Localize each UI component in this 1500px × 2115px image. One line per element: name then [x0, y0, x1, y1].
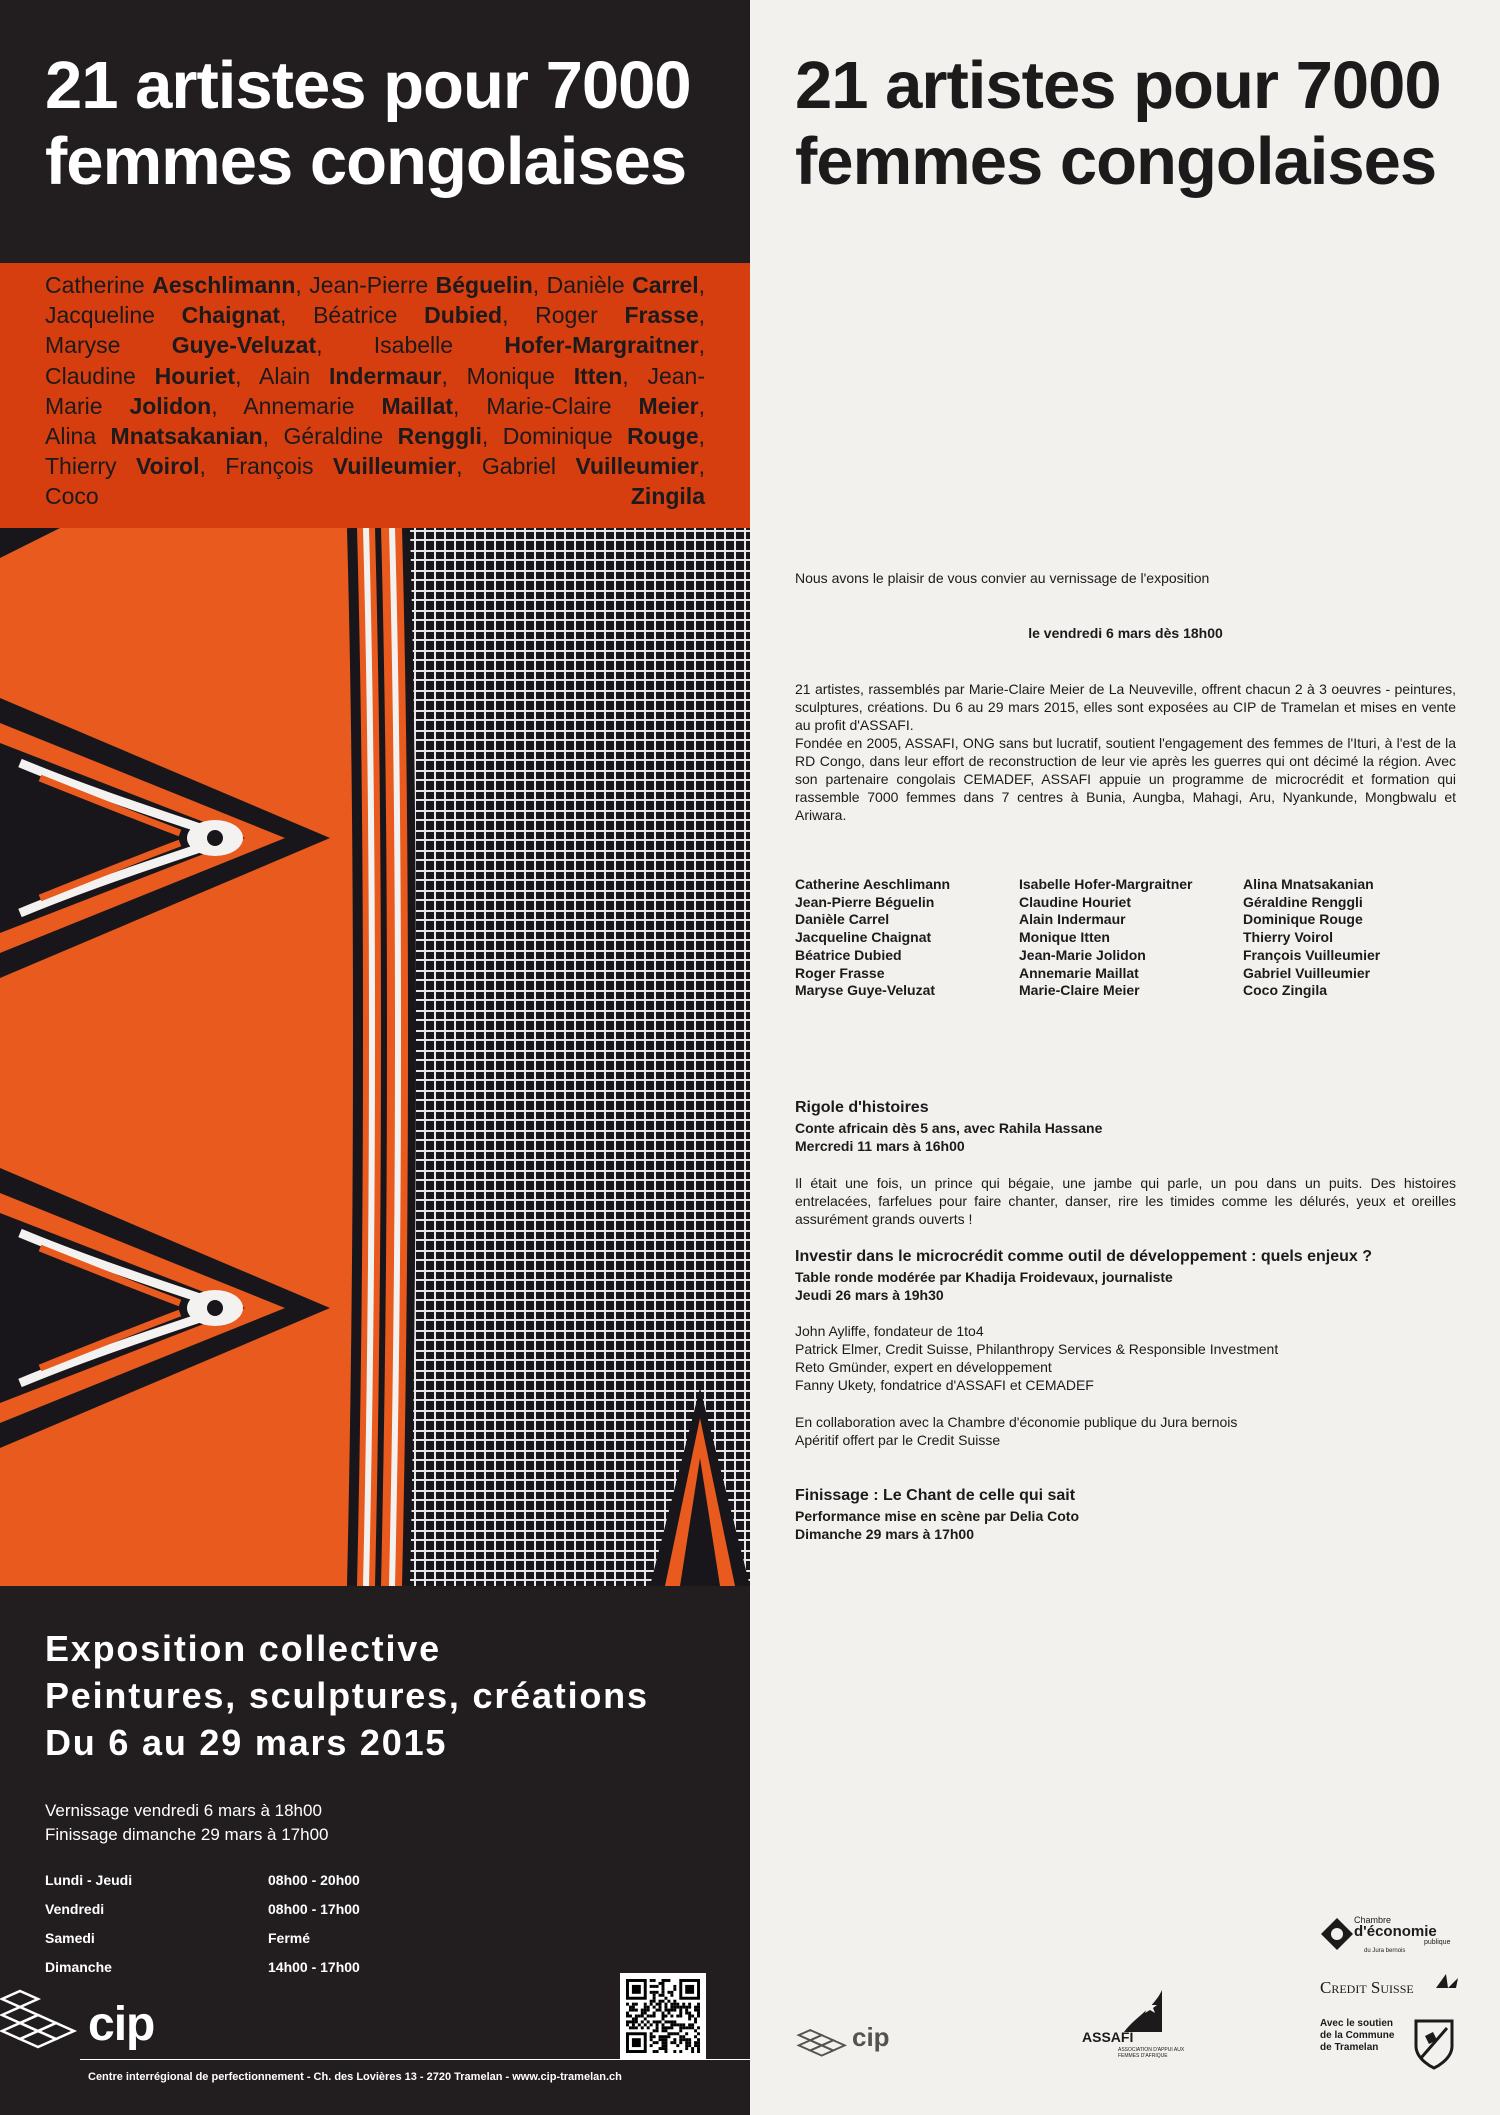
- panelist: Patrick Elmer, Credit Suisse, Philanthropy Services & Responsible Investment: [795, 1341, 1279, 1357]
- artist-name: Danièle Carrel: [546, 272, 699, 298]
- artist-name: Jean-Marie Jolidon: [45, 362, 706, 419]
- artist-name: Maryse Guye-Veluzat: [45, 332, 317, 359]
- commune-line: Avec le soutien: [1320, 2018, 1393, 2029]
- hours-time: Fermé: [268, 1930, 311, 1946]
- artist-list-item: François Vuilleumier: [1243, 946, 1381, 963]
- collaboration-line: En collaboration avec la Chambre d'économie publique du Jura bernois: [795, 1414, 1238, 1430]
- assafi-subtext-line: ASSOCIATION D'APPUI AUX: [1118, 2047, 1185, 2053]
- invitation-text: Nous avons le plaisir de vous convier au vernissage de l'exposition: [795, 570, 1210, 586]
- commune-line: de Tramelan: [1320, 2042, 1379, 2053]
- artist-name: Claudine Houriet: [45, 362, 236, 389]
- cip-logo-text: cip: [852, 2022, 890, 2052]
- panelist: Fanny Ukety, fondatrice d'ASSAFI et CEMADEF: [795, 1377, 1094, 1393]
- title-line-2: femmes congolaises: [795, 124, 1437, 199]
- qr-code-pattern: [626, 1979, 700, 2053]
- artist-list-column-2: [1019, 876, 1193, 1000]
- chambre-main-text: d'économie: [1354, 1923, 1437, 1940]
- hours-time: 08h00 - 17h00: [268, 1901, 360, 1917]
- credit-suisse-logo: [1320, 1976, 1460, 2000]
- poster-title-left: [45, 48, 691, 200]
- event-2-date: Jeudi 26 mars à 19h30: [795, 1287, 944, 1303]
- assafi-emblem-icon: [1114, 1988, 1164, 2034]
- hours-day: Lundi - Jeudi: [45, 1872, 133, 1888]
- event-3-date: Dimanche 29 mars à 17h00: [795, 1526, 974, 1542]
- finissage-line: Finissage dimanche 29 mars à 17h00: [45, 1825, 329, 1844]
- exposition-line-2: Peintures, sculptures, créations: [45, 1675, 649, 1716]
- artist-list-column-1: [795, 876, 950, 1000]
- hours-day: Dimanche: [45, 1959, 112, 1975]
- artist-list-item: Danièle Carrel: [795, 911, 890, 928]
- artist-name: Roger Frasse: [535, 302, 699, 329]
- assafi-subtext-line: FEMMES D'AFRIQUE: [1118, 2053, 1168, 2059]
- african-fabric-image: [0, 528, 750, 1586]
- artist-name: Béatrice Dubied: [313, 302, 503, 329]
- artist-name: Alina Mnatsakanian: [45, 423, 263, 450]
- artist-list-item: Isabelle Hofer-Margraitner: [1019, 876, 1193, 892]
- right-column: [750, 0, 1500, 2115]
- commune-tramelan-logo: [1320, 2018, 1460, 2078]
- aperitif-line: Apéritif offert par le Credit Suisse: [795, 1432, 1001, 1448]
- cip-puzzle-icon: [796, 2016, 850, 2062]
- hours-time: 08h00 - 20h00: [268, 1872, 360, 1888]
- hours-day: Vendredi: [45, 1901, 105, 1917]
- artist-list-item: Jacqueline Chaignat: [795, 929, 932, 946]
- vernissage-date: le vendredi 6 mars dès 18h00: [1028, 625, 1223, 641]
- artist-name: Dominique Rouge: [502, 423, 699, 450]
- vernissage-line: Vernissage vendredi 6 mars à 18h00: [45, 1801, 322, 1820]
- event-1-date: Mercredi 11 mars à 16h00: [795, 1138, 965, 1154]
- chambre-small-text: Chambre: [1354, 1915, 1392, 1925]
- credit-suisse-sails-icon: [1434, 1972, 1460, 1990]
- footer-divider: [80, 2059, 750, 2060]
- artist-list-item: Alain Indermaur: [1019, 911, 1126, 928]
- artist-list-item: Béatrice Dubied: [795, 946, 902, 963]
- artist-name: Coco Zingila: [45, 483, 705, 510]
- artist-list-item: Claudine Houriet: [1019, 893, 1132, 910]
- artist-name: Monique Itten: [466, 362, 623, 389]
- chambre-region-text: du Jura bernois: [1364, 1948, 1406, 1954]
- tramelan-coat-of-arms-icon: [1413, 2018, 1455, 2070]
- artist-list-item: Roger Frasse: [795, 964, 885, 981]
- artist-list-item: Gabriel Vuilleumier: [1243, 964, 1371, 981]
- artist-name: Annemarie Maillat: [243, 392, 454, 419]
- artist-name: Marie-Claire Meier: [486, 392, 699, 419]
- artist-list-item: Coco Zingila: [1243, 982, 1327, 999]
- artist-list-column-3: [1243, 876, 1380, 1000]
- panelist: John Ayliffe, fondateur de 1to4: [795, 1323, 984, 1339]
- event-1-subtitle: Conte africain dès 5 ans, avec Rahila Hassane: [795, 1120, 1103, 1136]
- event-2-subtitle: Table ronde modérée par Khadija Froidevaux, journaliste: [795, 1269, 1173, 1285]
- credit-suisse-text: Credit Suisse: [1320, 1978, 1414, 1997]
- artist-name: Alain Indermaur: [259, 362, 442, 389]
- artist-name: Jean-Pierre Béguelin: [309, 272, 533, 298]
- footer-address: Centre interrégional de perfectionnement - Ch. des Lovières 13 - 2720 Tramelan - www.cip-tramelan.ch: [88, 2071, 622, 2083]
- chambre-economie-logo: [1320, 1915, 1460, 1955]
- event-3-subtitle: Performance mise en scène par Delia Coto: [795, 1508, 1079, 1524]
- event-2-title: Investir dans le microcrédit comme outil de développement : quels enjeux ?: [795, 1248, 1373, 1265]
- artist-list-item: Monique Itten: [1019, 929, 1110, 946]
- assafi-text: ASSAFI: [1082, 2029, 1134, 2045]
- qr-code[interactable]: [620, 1973, 706, 2059]
- commune-line: de la Commune: [1320, 2030, 1395, 2041]
- artist-name: François Vuilleumier: [225, 453, 457, 480]
- artist-name: Thierry Voirol: [45, 453, 200, 480]
- fabric-pattern: [0, 528, 750, 1586]
- hours-time: 14h00 - 17h00: [268, 1959, 360, 1975]
- chambre-emblem-icon: [1320, 1917, 1354, 1951]
- cip-logo-right: [796, 2016, 906, 2062]
- assafi-logo: [1080, 2000, 1185, 2060]
- artist-list-item: Dominique Rouge: [1243, 911, 1363, 928]
- artist-list-item: Jean-Pierre Béguelin: [795, 893, 935, 910]
- artist-name: Gabriel Vuilleumier: [481, 453, 699, 480]
- left-title-panel: [0, 0, 750, 263]
- title-line-1: 21 artistes pour 7000: [45, 48, 691, 123]
- artist-list-item: Géraldine Renggli: [1243, 893, 1363, 910]
- artist-list-item: Marie-Claire Meier: [1019, 982, 1140, 999]
- panelist: Reto Gmünder, expert en développement: [795, 1359, 1052, 1375]
- event-3-title: Finissage : Le Chant de celle qui sait: [795, 1487, 1076, 1504]
- artist-list-item: Annemarie Maillat: [1019, 964, 1139, 981]
- artist-list-item: Catherine Aeschlimann: [795, 876, 951, 892]
- intro-paragraph: 21 artistes, rassemblés par Marie-Claire Meier de La Neuveville, offrent chacun 2 à 3 oeuvres - peintures, sculptures, créations. Du 6 au 29 mars 2015, elles sont exposées au CIP de Tramelan et mises en vente au profit d'ASSAFI. Fondée en 2005, ASSAFI, ONG sans but lucratif, soutient l'engagement des femmes de l'Ituri, à l'est de la RD Congo, dans leur effort de reconstruction de leur vie après les guerres qui ont décimé la région. Avec son partenaire congolais CEMADEF, ASSAFI appuie un programme de microcrédit et formation qui rassemble 7000 femmes dans 7 centres à Bunia, Aungba, Mahagi, Aru, Nyankunde, Mongbwalu et Ariwara.: [795, 681, 1456, 823]
- artist-name: Jacqueline Chaignat: [45, 302, 281, 329]
- cip-puzzle-logo: [0, 1985, 80, 2057]
- assafi-subtext: [1118, 2047, 1184, 2059]
- artist-name: Catherine Aeschlimann: [45, 272, 296, 298]
- event-1-title: Rigole d'histoires: [795, 1099, 929, 1116]
- artist-name: Géraldine Renggli: [283, 423, 482, 450]
- hours-day: Samedi: [45, 1930, 95, 1946]
- commune-text: [1320, 2018, 1394, 2054]
- title-line-1: 21 artistes pour 7000: [795, 48, 1441, 123]
- cip-logo-text: cip: [88, 1998, 155, 2051]
- title-line-2: femmes congolaises: [45, 124, 687, 199]
- artists-paragraph: Catherine Aeschlimann, Jean-Pierre Béguelin, Danièle Carrel, Jacqueline Chaignat, Béatrice Dubied, Roger Frasse, Maryse Guye-Veluzat, Isabelle Hofer-Margraitner, Claudine Houriet, Alain Indermaur, Monique Itten, Jean-Marie Jolidon, Annemarie Maillat, Marie-Claire Meier, Alina Mnatsakanian, Géraldine Renggli, Dominique Rouge, Thierry Voirol, François Vuilleumier, Gabriel Vuilleumier, Coco Zingila: [45, 272, 706, 510]
- chambre-publique-text: publique: [1424, 1939, 1451, 1946]
- event-1-description: Il était une fois, un prince qui bégaie, une jambe qui parle, un pou dans un puits. Des histoires entrelacées, farfelues pour faire chanter, danser, rire les timides comme les délurés, yeux et oreilles assurément grands ouverts !: [795, 1175, 1456, 1227]
- artist-name: Isabelle Hofer-Margraitner: [373, 332, 699, 359]
- artist-list-item: Alina Mnatsakanian: [1243, 876, 1374, 892]
- exposition-line-1: Exposition collective: [45, 1628, 441, 1669]
- artist-list-item: Maryse Guye-Veluzat: [795, 982, 936, 999]
- exposition-line-3: Du 6 au 29 mars 2015: [45, 1722, 448, 1763]
- artist-list-item: Jean-Marie Jolidon: [1019, 946, 1146, 963]
- poster-title-right: [795, 48, 1441, 200]
- artist-list-item: Thierry Voirol: [1243, 929, 1333, 946]
